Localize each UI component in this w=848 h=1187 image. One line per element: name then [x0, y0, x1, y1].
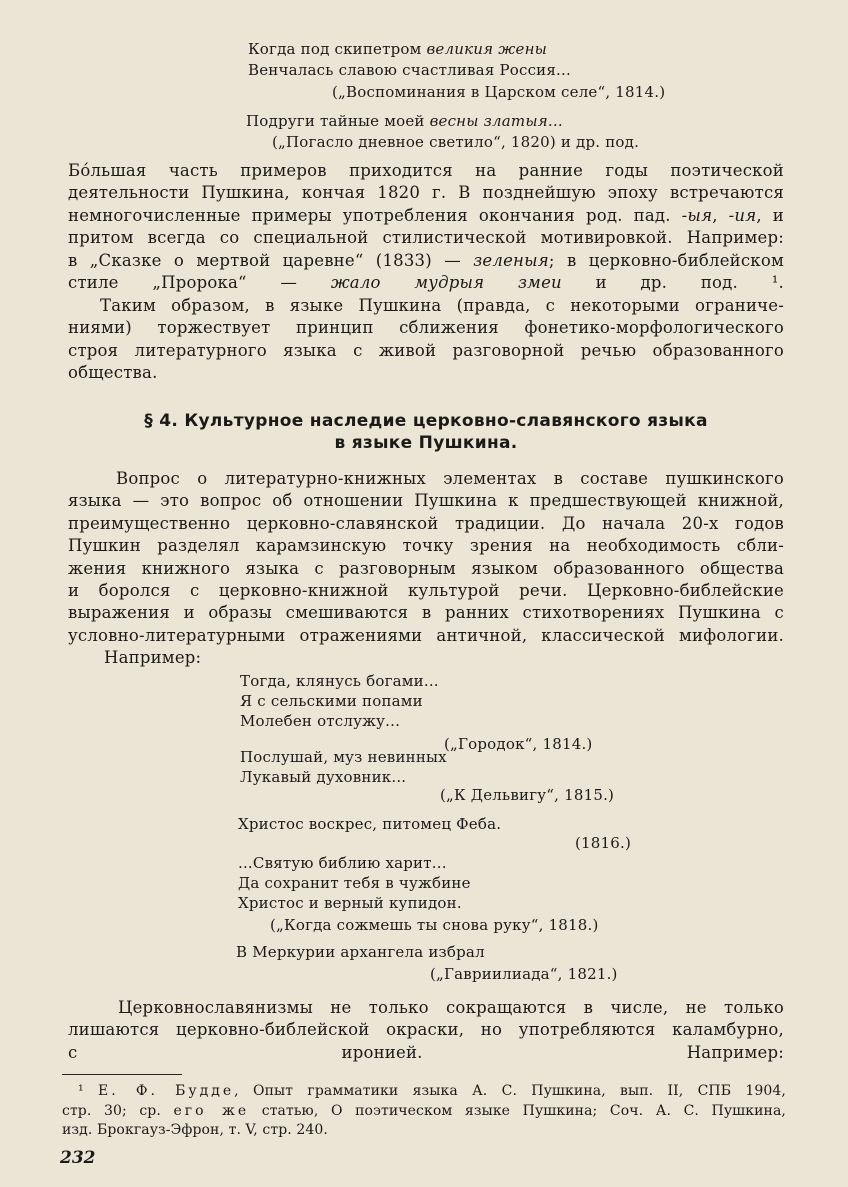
quote4-line3: Христос и верный купидон.: [238, 894, 462, 912]
epigraph1-line1: Когда под скипетром великия жены: [248, 40, 548, 58]
quote5-line1: В Меркурии архангела избрал: [236, 943, 485, 961]
page-number: 232: [60, 1148, 96, 1168]
quote1-line3: Молебен отслужу...: [240, 712, 401, 730]
quote5-citation: („Гавриилиада“, 1821.): [430, 965, 618, 983]
epigraph1-line2: Венчалась славою счастливая Россия...: [248, 61, 571, 79]
quote1-line2: Я с сельскими попами: [240, 692, 423, 710]
footnote: ¹ Е. Ф. Будде, Опыт грамматики языка А. С. Пушкина, вып. II, СПБ 1904, стр. 30; ср. его же статью, О поэтическом языке Пушкина; Соч. А. С. Пушкина, изд. Брокгауз-Эфрон, т. V, стр. 240.: [62, 1083, 786, 1138]
quote3-line1: Христос воскрес, питомец Феба.: [238, 815, 502, 833]
quote2-line2: Лукавый духовник...: [240, 768, 407, 786]
quote4-line1: ...Святую библию харит...: [238, 854, 447, 872]
paragraph-conclusion: Таким образом, в языке Пушкина (правда, с некоторыми ограниче- ниями) торжествует принцип сближения фонетико-морфологического строя литературного языка с живой разговорной речью образованного общества.: [68, 296, 784, 383]
paragraph-plural-endings: Бо́льшая часть примеров приходится на ранние годы поэтической деятельности Пушкина, кончая 1820 г. В позднейшую эпоху встречаются немногочисленные примеры употребления окончания род. пад. -ыя, -ия, и притом всегда со специальной стилистической мотивировкой. Например: в „Сказке о мертвой царевне“ (1833) — зеленыя; в церковно-библейском стиле „Пророка“ — жало мудрыя змеи и др. под. ¹.: [68, 161, 784, 293]
section-heading: § 4. Культурное наследие церковно-славянского языка в языке Пушкина.: [144, 411, 708, 453]
quote4-citation: („Когда сожмешь ты снова руку“, 1818.): [270, 916, 599, 934]
epigraph1-citation: („Воспоминания в Царском селе“, 1814.): [332, 83, 666, 101]
paragraph-church-slavonic: Вопрос о литературно-книжных элементах в составе пушкинского языка — это вопрос об отношении Пушкина к предшествующей книжной, преимущественно церковно-славянской традиции. До начала 20-х годов Пушкин разделял карамзинскую точку зрения на необходимость сбли- жения книжного языка с разговорным языком образованного общества и боролся с церковно-книжной культурой речи. Церковно-библейские выражения и образы смешиваются в ранних стихотворениях Пушкина с условно-литературными отражениями античной, классической мифологии. Например:: [68, 469, 784, 668]
epigraph2-line1: Подруги тайные моей весны златыя...: [246, 112, 563, 130]
quote4-line2: Да сохранит тебя в чужбине: [238, 874, 471, 892]
quote2-citation: („К Дельвигу“, 1815.): [440, 786, 615, 804]
epigraph2-citation: („Погасло дневное светило“, 1820) и др. под.: [272, 133, 640, 151]
footnote-rule: [62, 1074, 182, 1075]
quote3-citation: (1816.): [575, 834, 632, 852]
paragraph-puns: Церковнославянизмы не только сокращаются в числе, не только лишаются церковно-библейской окраски, но употребляются каламбурно, с иронией. Например:: [68, 998, 784, 1062]
quote1-citation: („Городок“, 1814.): [444, 735, 593, 753]
quote1-line1: Тогда, клянусь богами...: [240, 672, 439, 690]
quote2-line1: Послушай, муз невинных: [240, 748, 447, 766]
